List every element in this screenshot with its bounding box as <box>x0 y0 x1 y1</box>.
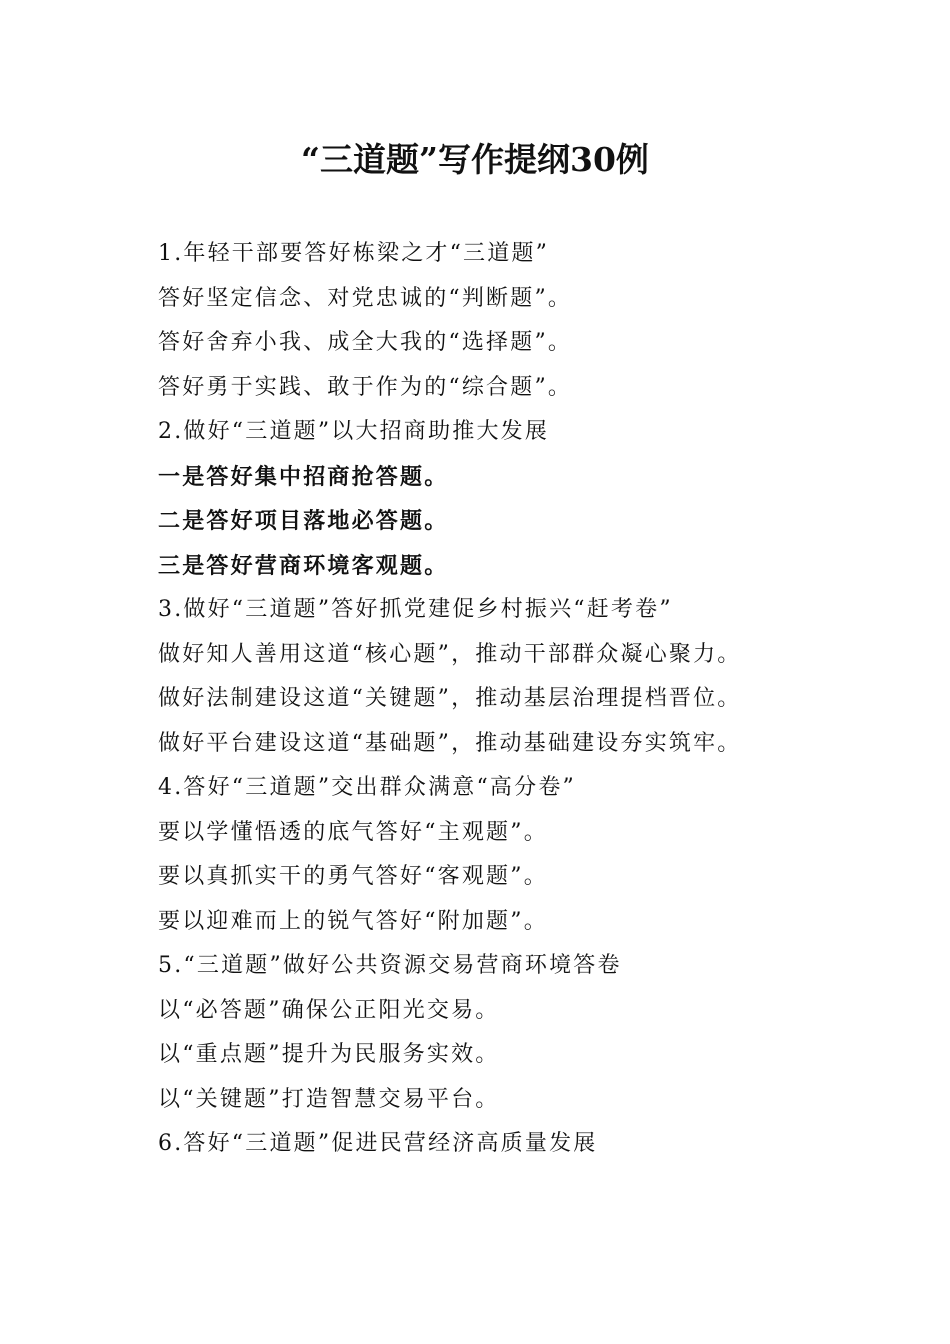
body-line: 要以学懂悟透的底气答好“主观题”。 <box>158 819 548 845</box>
body-line-bold: 三是答好营商环境客观题。 <box>158 552 449 579</box>
body-line: 以“重点题”提升为民服务实效。 <box>158 1042 500 1067</box>
body-line: 答好舍弃小我、成全大我的“选择题”。 <box>158 330 573 355</box>
heading-line-2: 2.做好“三道题”以大招商助推大发展 <box>158 419 550 444</box>
body-line: 做好知人善用这道“核心题”，推动干部群众凝心聚力。 <box>158 641 742 667</box>
body-line-bold: 二是答好项目落地必答题。 <box>158 508 449 534</box>
body-line: 做好法制建设这道“关键题”，推动基层治理提档晋位。 <box>158 686 742 711</box>
heading-line-1: 1.年轻干部要答好栋梁之才“三道题” <box>158 241 550 266</box>
document-title: “三道题”写作提纲30例 <box>301 140 649 179</box>
body-line: 要以迎难而上的锐气答好“附加题”。 <box>158 908 548 934</box>
heading-line-5: 5.“三道题”做好公共资源交易营商环境答卷 <box>158 953 622 978</box>
heading-line-4: 4.答好“三道题”交出群众满意“高分卷” <box>158 775 576 800</box>
body-line: 要以真抓实干的勇气答好“客观题”。 <box>158 864 548 889</box>
document-body <box>158 232 838 1167</box>
body-line: 以“必答题”确保公正阳光交易。 <box>158 997 500 1023</box>
heading-line-3: 3.做好“三道题”答好抓党建促乡村振兴“赶考卷” <box>158 597 673 622</box>
heading-line-6: 6.答好“三道题”促进民营经济高质量发展 <box>158 1131 598 1156</box>
body-line: 做好平台建设这道“基础题”，推动基础建设夯实筑牢。 <box>158 730 742 756</box>
body-line: 答好坚定信念、对党忠诚的“判断题”。 <box>158 285 573 311</box>
body-line: 答好勇于实践、敢于作为的“综合题”。 <box>158 374 573 400</box>
body-line-bold: 一是答好集中招商抢答题。 <box>158 463 449 490</box>
body-line: 以“关键题”打造智慧交易平台。 <box>158 1086 500 1112</box>
